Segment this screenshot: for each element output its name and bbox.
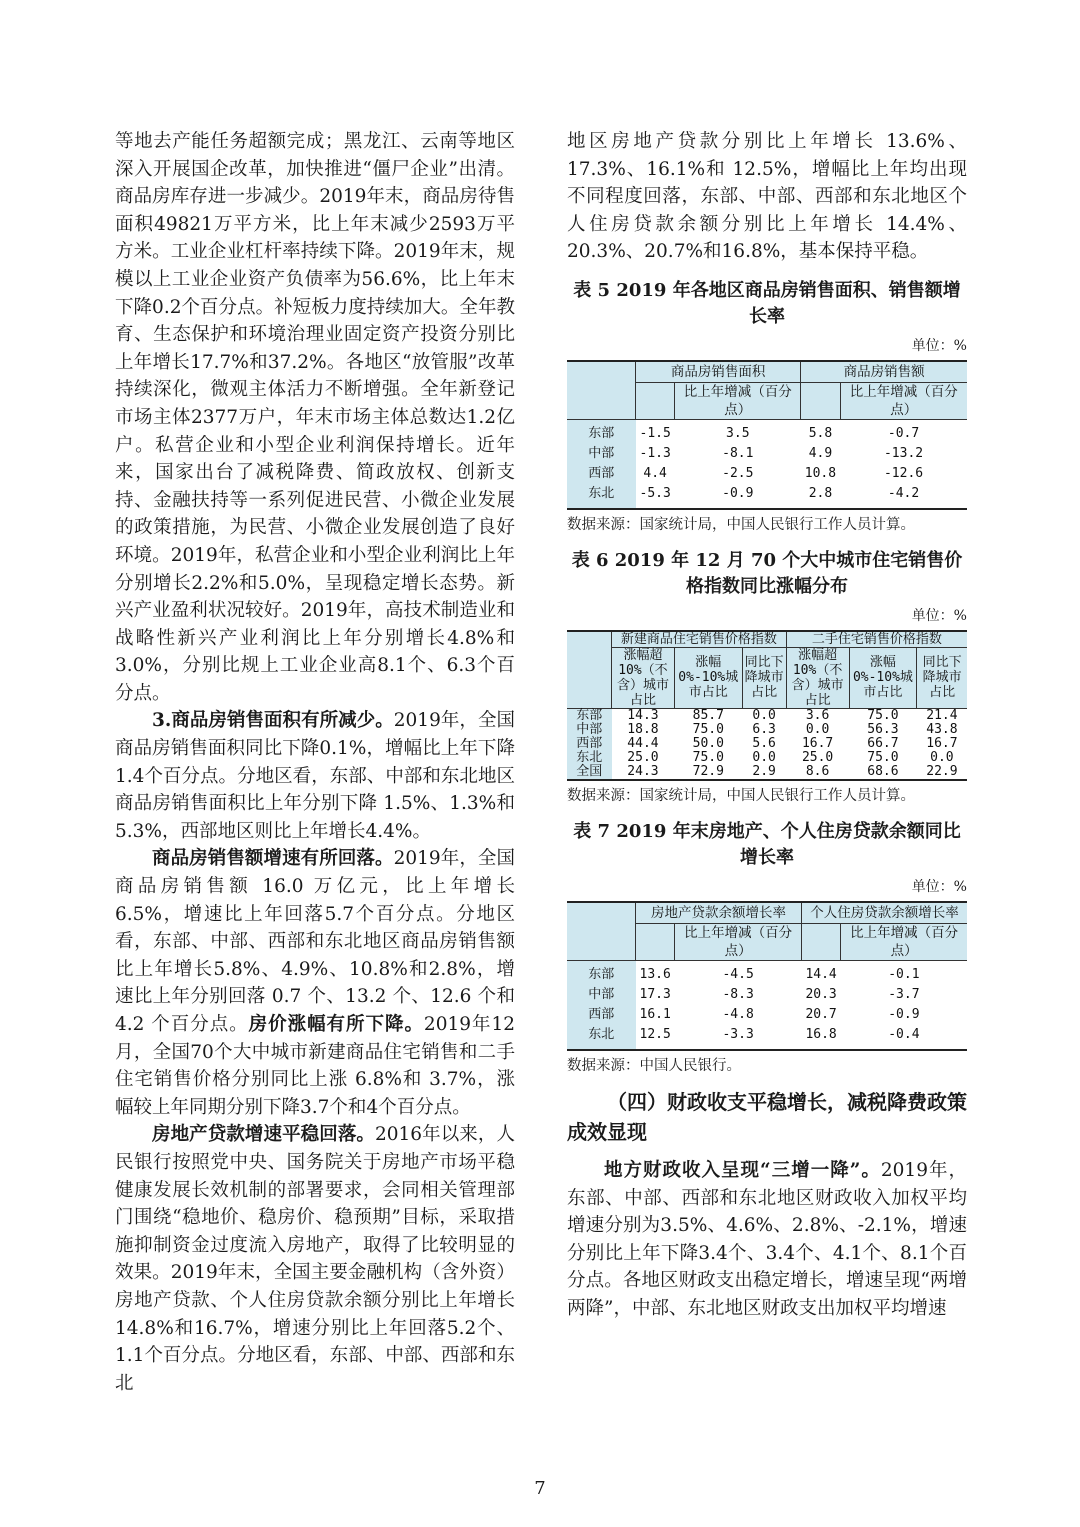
- table-cell: 4.9: [801, 444, 840, 464]
- table-cell: 6.3: [742, 723, 786, 737]
- table7-head-personal: 个人住房贷款余额增长率: [801, 902, 967, 924]
- text-real-estate-loans: 2016年以来，人民银行按照党中央、国务院关于房地产市场平稳健康发展长效机制的部署要求，会同相关管理部门围绕“稳地价、稳房价、稳预期”目标，采取措施抑制资金过度流入房地产，取得了比较明显的效果。2019年末，全国主要金融机构（含外资）房地产贷款、个人住房贷款余额分别比上年增长14.8%和16.7%，增速分别比上年回落5.2个、1.1个百分点。分地区看，东部、中部、西部和东北: [115, 1124, 515, 1394]
- table-cell: 12.5: [636, 1025, 675, 1050]
- table-cell: 14.4: [801, 960, 840, 985]
- table-row: [567, 737, 967, 751]
- table-cell: 21.4: [917, 708, 967, 723]
- table5-source: 数据来源：国家统计局，中国人民银行工作人员计算。: [567, 516, 915, 533]
- table6-caption: 表 6 2019 年 12 月 70 个大中城市住宅销售价格指数同比涨幅分布: [571, 549, 963, 597]
- table6-head-new: 新建商品住宅销售价格指数: [612, 631, 787, 648]
- table-row: [567, 484, 967, 509]
- row-label: 东部: [567, 960, 636, 985]
- table-cell: 17.3: [636, 985, 675, 1005]
- table-cell: -3.3: [675, 1025, 802, 1050]
- table6-source: 数据来源：国家统计局，中国人民银行工作人员计算。: [567, 787, 915, 804]
- text-house-price: 2019年12月，全国70个大中城市新建商品住宅销售和二手住宅销售价格分别同比上涨 6.8%和 3.7%，涨幅较上年同期分别下降3.7个和4个百分点。: [115, 1014, 515, 1118]
- text-fiscal-revenue: 2019年，东部、中部、西部和东北地区财政收入加权平均增速分别为3.5%、4.6%、2.8%、-2.1%，增速分别比上年下降3.4个、3.4个、4.1个、8.1个百分点。各地区财政支出稳定增长，增速呈现“两增两降”，中部、东北地区财政支出加权平均增速: [567, 1159, 967, 1319]
- paragraph-loans-continued: 地区房地产贷款分别比上年增长 13.6%、17.3%、16.1%和 12.5%，增幅比上年均出现不同程度回落，东部、中部、西部和东北地区个人住房贷款余额分别比上年增长 14.4%、20.3%、20.7%和16.8%，基本保持平稳。: [567, 131, 967, 263]
- table-cell: 14.3: [612, 708, 675, 723]
- table-cell: 5.6: [742, 737, 786, 751]
- text-housing-sales: 2019年，全国商品房销售额 16.0 万亿元，比上年增长 6.5%，增速比上年回落5.7个百分点。分地区看，东部、中部、西部和东北地区商品房销售额比上年增长5.8%、4.9%、10.8%和2.8%，增速比上年分别回落 0.7 个、13.2 个、12.6 个和 4.2 个百分点。: [115, 848, 515, 1035]
- row-label: 西部: [567, 737, 612, 751]
- heading-house-price: 房价涨幅有所下降。: [248, 1014, 424, 1035]
- table-cell: 75.0: [849, 708, 917, 723]
- row-label: 全国: [567, 765, 612, 780]
- table5-head-sales: 商品房销售额: [801, 361, 967, 383]
- table-cell: 66.7: [849, 737, 917, 751]
- row-label: 东部: [567, 708, 612, 723]
- table-cell: 72.9: [674, 765, 742, 780]
- table7-head-sub-2: 比上年增减（百分点）: [841, 923, 967, 960]
- table7-head-real-estate: 房地产贷款余额增长率: [636, 902, 802, 924]
- table6-sub-head: 涨幅0%-10%城市占比: [849, 647, 917, 708]
- table-cell: -1.3: [636, 444, 675, 464]
- table-cell: -0.7: [840, 419, 967, 444]
- row-label: 西部: [567, 464, 636, 484]
- table5-head-sub-1: 比上年增减（百分点）: [675, 382, 801, 419]
- table-cell: 43.8: [917, 723, 967, 737]
- table-cell: 18.8: [612, 723, 675, 737]
- table-cell: 75.0: [674, 751, 742, 765]
- table-row: [567, 723, 967, 737]
- table-row: [567, 444, 967, 464]
- heading-real-estate-loans: 房地产贷款增速平稳回落。: [152, 1124, 375, 1146]
- row-label: 中部: [567, 444, 636, 464]
- table-cell: -8.3: [675, 985, 802, 1005]
- row-label: 东北: [567, 484, 636, 509]
- table-cell: 68.6: [849, 765, 917, 780]
- table-cell: 0.0: [742, 751, 786, 765]
- table-cell: 20.3: [801, 985, 840, 1005]
- heading-fiscal-revenue: 地方财政收入呈现“三增一降”。: [604, 1159, 881, 1181]
- table7-unit: 单位：%: [911, 878, 967, 895]
- table-cell: -3.7: [841, 985, 967, 1005]
- paragraph-housing-area: [115, 707, 515, 845]
- page-number: 7: [534, 1478, 546, 1499]
- table-cell: 0.0: [917, 751, 967, 765]
- paragraph-real-estate-loans: [115, 1121, 515, 1397]
- table5-unit: 单位：%: [911, 337, 967, 354]
- table-cell: 3.6: [786, 708, 849, 723]
- table-cell: 16.1: [636, 1005, 675, 1025]
- table5-head-sub-2: 比上年增减（百分点）: [840, 382, 967, 419]
- table-cell: 20.7: [801, 1005, 840, 1025]
- table-cell: 85.7: [674, 708, 742, 723]
- row-label: 东北: [567, 751, 612, 765]
- table-cell: 3.5: [675, 419, 801, 444]
- table-cell: 10.8: [801, 464, 840, 484]
- table-cell: 16.8: [801, 1025, 840, 1050]
- table-cell: 0.0: [742, 708, 786, 723]
- table7-source: 数据来源：中国人民银行。: [567, 1057, 741, 1074]
- table-cell: 5.8: [801, 419, 840, 444]
- table-cell: -0.9: [841, 1005, 967, 1025]
- row-label: 东北: [567, 1025, 636, 1050]
- right-column: [567, 128, 967, 1323]
- table-row: [567, 708, 967, 723]
- section-heading-fiscal: （四）财政收支平稳增长，减税降费政策成效显现: [567, 1089, 967, 1144]
- table7-caption: 表 7 2019 年末房地产、个人住房贷款余额同比增长率: [573, 820, 961, 868]
- table6: [567, 630, 967, 781]
- table-row: [567, 765, 967, 780]
- table-cell: 2.8: [801, 484, 840, 509]
- table-cell: -1.5: [636, 419, 675, 444]
- heading-housing-sales: 商品房销售额增速有所回落。: [152, 848, 394, 870]
- paragraph-housing-sales: [115, 845, 515, 1121]
- table-cell: 2.9: [742, 765, 786, 780]
- paragraph-fiscal-revenue: [567, 1157, 967, 1323]
- table-cell: 0.0: [786, 723, 849, 737]
- table6-sub-head: 同比下降城市占比: [742, 647, 786, 708]
- heading-housing-area: 3.商品房销售面积有所减少。: [152, 710, 394, 732]
- table-cell: 8.6: [786, 765, 849, 780]
- table6-sub-head: 涨幅超10%（不含）城市占比: [786, 647, 849, 708]
- table-cell: -12.6: [840, 464, 967, 484]
- paragraph-supply-side: 等地去产能任务超额完成；黑龙江、云南等地区深入开展国企改革，加快推进“僵尸企业”出清。商品房库存进一步减少。2019年末，商品房待售面积49821万平方米，比上年末减少2593万平方米。工业企业杠杆率持续下降。2019年末，规模以上工业企业资产负债率为56.6%，比上年末下降0.2个百分点。补短板力度持续加大。全年教育、生态保护和环境治理业固定资产投资分别比上年增长17.7%和37.2%。各地区“放管服”改革持续深化，微观主体活力不断增强。全年新登记市场主体2377万户，年末市场主体总数达1.2亿户。私营企业和小型企业利润保持增长。近年来，国家出台了减税降费、简政放权、创新支持、金融扶持等一系列促进民营、小微企业发展的政策措施，为民营、小微企业发展创造了良好环境。2019年，私营企业和小型企业利润比上年分别增长2.2%和5.0%，呈现稳定增长态势。新兴产业盈利状况较好。2019年，高技术制造业和战略性新兴产业利润比上年分别增长4.8%和3.0%，分别比规上工业企业高8.1个、6.3个百分点。: [115, 131, 515, 704]
- table-cell: -0.4: [841, 1025, 967, 1050]
- table5-head-area: 商品房销售面积: [636, 361, 801, 383]
- row-label: 中部: [567, 985, 636, 1005]
- table-cell: 22.9: [917, 765, 967, 780]
- table6-sub-head: 同比下降城市占比: [917, 647, 967, 708]
- table-row: [567, 1005, 967, 1025]
- table-cell: 44.4: [612, 737, 675, 751]
- table6-unit: 单位：%: [911, 607, 967, 624]
- table6-sub-head: 涨幅0%-10%城市占比: [674, 647, 742, 708]
- table-cell: 75.0: [849, 751, 917, 765]
- table-row: [567, 419, 967, 444]
- table5: [567, 360, 967, 510]
- table-cell: -5.3: [636, 484, 675, 509]
- table7-head-sub-1: 比上年增减（百分点）: [675, 923, 802, 960]
- table6-head-second: 二手住宅销售价格指数: [786, 631, 967, 648]
- table-cell: -2.5: [675, 464, 801, 484]
- table-cell: 50.0: [674, 737, 742, 751]
- table-cell: 56.3: [849, 723, 917, 737]
- table-cell: 24.3: [612, 765, 675, 780]
- table-cell: 25.0: [786, 751, 849, 765]
- table-cell: -8.1: [675, 444, 801, 464]
- table-row: [567, 1025, 967, 1050]
- table-row: [567, 960, 967, 985]
- table-cell: 16.7: [786, 737, 849, 751]
- left-column: [115, 128, 515, 1397]
- row-label: 中部: [567, 723, 612, 737]
- table5-caption: 表 5 2019 年各地区商品房销售面积、销售额增长率: [573, 279, 961, 327]
- table-row: [567, 985, 967, 1005]
- table6-sub-head: 涨幅超10%（不含）城市占比: [612, 647, 675, 708]
- text-housing-area: 2019年，全国商品房销售面积同比下降0.1%，增幅比上年下降1.4个百分点。分地区看，东部、中部和东北地区商品房销售面积比上年分别下降 1.5%、1.3%和5.3%，西部地区则比上年增长4.4%。: [115, 710, 515, 842]
- table-cell: -4.2: [840, 484, 967, 509]
- table-cell: 75.0: [674, 723, 742, 737]
- row-label: 东部: [567, 419, 636, 444]
- table-cell: -4.8: [675, 1005, 802, 1025]
- table-cell: -0.9: [675, 484, 801, 509]
- table-cell: -13.2: [840, 444, 967, 464]
- table-cell: -4.5: [675, 960, 802, 985]
- table-cell: 16.7: [917, 737, 967, 751]
- table-cell: -0.1: [841, 960, 967, 985]
- table-cell: 13.6: [636, 960, 675, 985]
- table-row: [567, 464, 967, 484]
- table7: [567, 901, 967, 1051]
- table-cell: 4.4: [636, 464, 675, 484]
- row-label: 西部: [567, 1005, 636, 1025]
- table-cell: 25.0: [612, 751, 675, 765]
- table-row: [567, 751, 967, 765]
